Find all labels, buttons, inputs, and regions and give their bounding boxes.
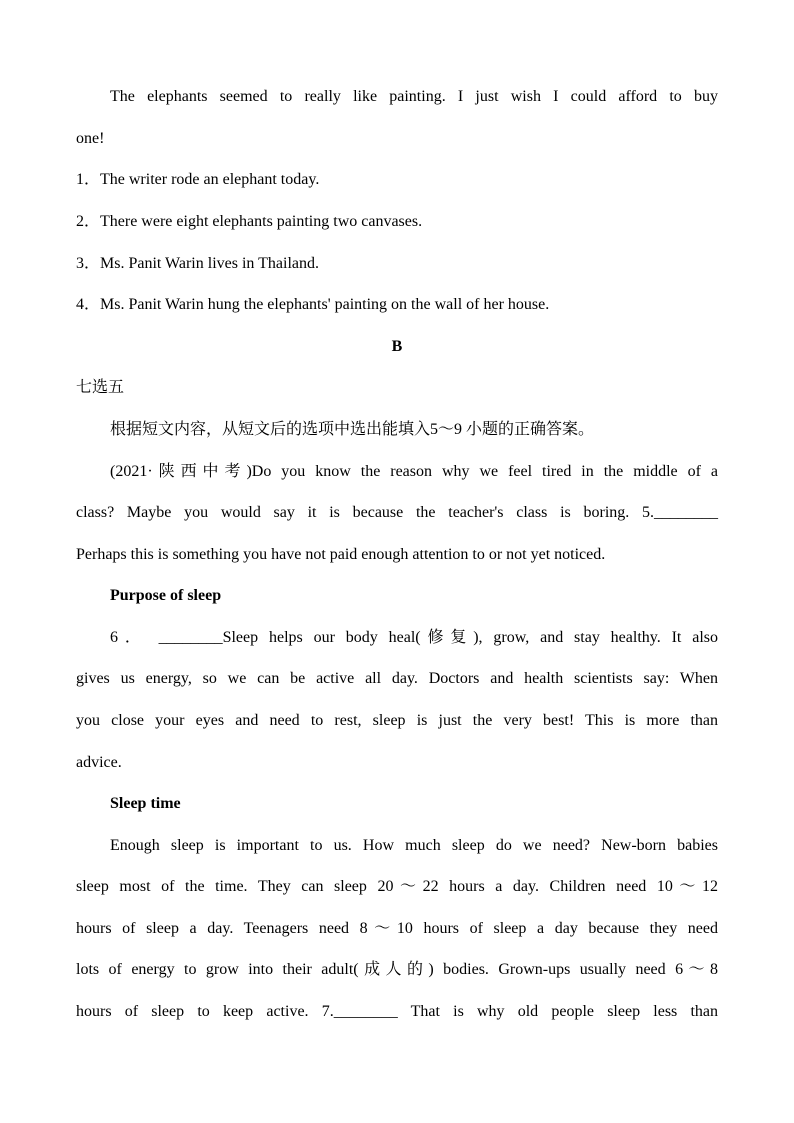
paragraph-line: hours of sleep a day. Teenagers need 8～10 hours of sleep a day because they need [76,920,719,937]
paragraph-line: one! [76,130,105,147]
paragraph-line: gives us energy, so we can be active all day. Doctors and health scientists say: When [76,670,718,687]
paragraph-line: Enough sleep is important to us. How much sleep do we need? New-born babies [110,837,718,854]
list-item: 3．Ms. Panit Warin lives in Thailand. [76,255,319,272]
paragraph-line: 6． ________Sleep helps our body heal(修复), grow, and stay healthy. It also [110,629,718,646]
instruction: 根据短文内容，从短文后的选项中选出能填入5～9 小题的正确答案。 [110,421,595,438]
list-item: 2．There were eight elephants painting two canvases. [76,213,423,230]
paragraph-line: advice. [76,754,122,771]
subheading: Purpose of sleep [110,587,222,604]
list-item: 4．Ms. Panit Warin hung the elephants' painting on the wall of her house. [76,296,550,313]
section-type: 七选五 [76,379,125,396]
paragraph-line: hours of sleep to keep active. 7.________ That is why old people sleep less than [76,1003,718,1020]
paragraph-line: (2021·陕西中考)Do you know the reason why we feel tired in the middle of a [110,463,718,480]
paragraph-line: you close your eyes and need to rest, sleep is just the very best! This is more than [76,712,718,729]
list-item: 1．The writer rode an elephant today. [76,171,320,188]
subheading: Sleep time [110,795,181,812]
paragraph-line: lots of energy to grow into their adult(成人的) bodies. Grown-ups usually need 6～8 [76,961,718,978]
paragraph-line: class? Maybe you would say it is because the teacher's class is boring. 5.________ [76,504,718,521]
section-letter: B [391,338,403,355]
paragraph-line: The elephants seemed to really like painting. I just wish I could afford to buy [110,88,718,105]
paragraph-line: Perhaps this is something you have not paid enough attention to or not yet noticed. [76,546,606,563]
paragraph-line: sleep most of the time. They can sleep 20～22 hours a day. Children need 10～12 [76,878,718,895]
